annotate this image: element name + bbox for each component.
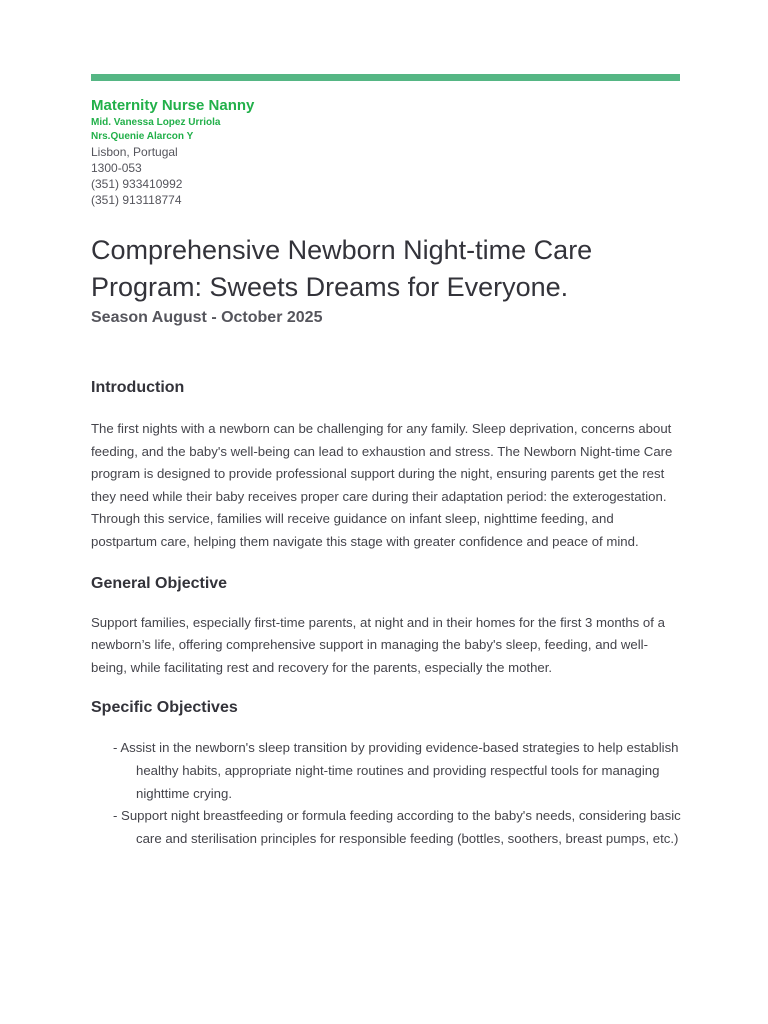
postal-code: 1300-053 [91, 161, 142, 175]
letterhead [91, 96, 680, 208]
company-name: Maternity Nurse Nanny [91, 97, 255, 114]
general-objective-paragraph: Support families, especially first-time parents, at night and in their homes for the first 3 months of a newborn’s life, offering comprehensive support in managing the baby's sleep, feeding, and well-being, while facilitating rest and recovery for the parents, especially the mother. [91, 614, 665, 675]
document-body [91, 376, 681, 850]
staff-name: Mid. Vanessa Lopez Urriola [91, 117, 221, 128]
specific-objectives-list [91, 737, 681, 850]
title-block [91, 232, 691, 329]
phone-number: (351) 913118774 [91, 193, 182, 207]
staff-name: Nrs.Quenie Alarcon Y [91, 131, 194, 142]
list-item: - Support night breastfeeding or formula feeding according to the baby's needs, considering basic care and sterilisation principles for responsible feeding (bottles, soothers, breast pumps, etc.) [113, 808, 681, 846]
phone-number: (351) 933410992 [91, 177, 183, 191]
document-subtitle: Season August - October 2025 [91, 309, 323, 326]
location: Lisbon, Portugal [91, 145, 178, 159]
section-heading-specific-objectives: Specific Objectives [91, 699, 238, 717]
header-accent-rule [91, 74, 680, 81]
list-item: - Assist in the newborn's sleep transition by providing evidence-based strategies to help establish healthy habits, appropriate night-time routines and providing respectful tools for managing nighttime crying. [113, 740, 679, 801]
section-heading-introduction: Introduction [91, 379, 185, 396]
document-title: Comprehensive Newborn Night-time Care Program: Sweets Dreams for Everyone. [91, 235, 593, 302]
section-heading-general-objective: General Objective [91, 574, 228, 592]
introduction-paragraph: The first nights with a newborn can be challenging for any family. Sleep deprivation, concerns about feeding, and the baby's well-being can lead to exhaustion and stress. The Newborn Night-time Care program is designed to provide professional support during the night, ensuring parents get the rest they need while their baby receives proper care during their adaptation period: the exterogestation. Through this service, families will receive guidance on infant sleep, nighttime feeding, and postpartum care, helping them navigate this stage with greater confidence and peace of mind. [91, 421, 673, 549]
